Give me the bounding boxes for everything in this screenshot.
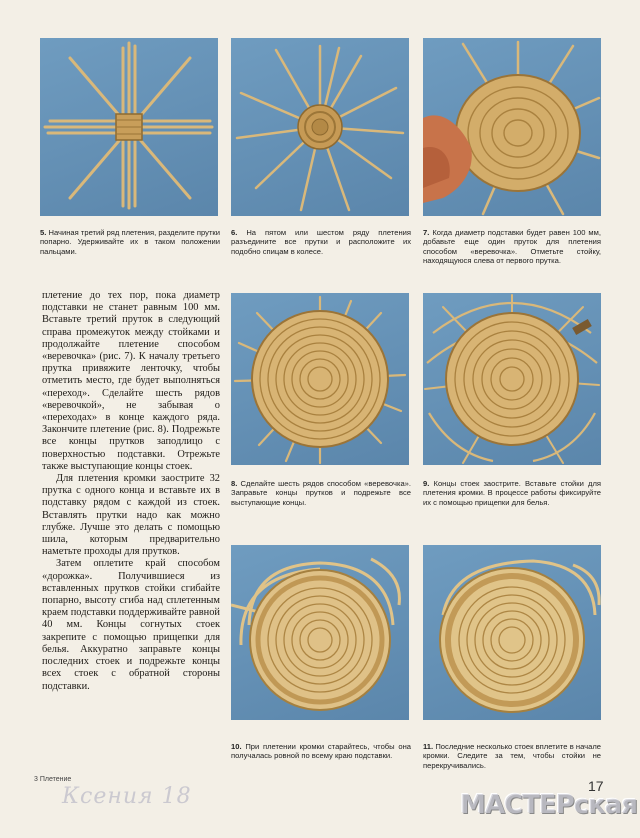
paragraph-1: плетение до тех пор, пока диаметр подставки не станет равным 100 мм. Вставьте третий пруток в следующий справа промежуток между стойками и продолжайте плетение способом «веревочка» (рис. 7). К началу третьего прутка привяжите ленточку, чтобы отметить место, где будет выполняться «переход». Сделайте шесть рядов «веревочкой», не забывая о «переходах» в конце каждого ряда. Закончите плетение (рис. 8). Подрежьте все концы прутков заподлицо с поверхностью подставки. Отрежьте также выступающие концы стоек. [42,290,220,472]
caption-9: 9. Концы стоек заострите. Вставьте стойки для плетения кромки. В процессе работы фиксируйте их с помощью прищепки для белья. [423,479,601,507]
watermark-right: МАСТЕРская [460,790,637,820]
caption-5: 5. Начиная третий ряд плетения, разделите прутки попарно. Удерживайте их в таком положении пальцами. [40,228,220,256]
photo-step-11 [423,545,601,720]
finished-basket-illustration [423,545,601,720]
photo-step-9 [423,293,601,465]
caption-7: 7. Когда диаметр подставки будет равен 100 мм, добавьте еще один пруток для плетения способом «веревочка». Отметьте стойку, находящуюся слева от первого прутка. [423,228,601,266]
border-weaving-illustration [231,545,409,720]
photo-step-10 [231,545,409,720]
photo-step-7 [423,38,601,216]
hands-weaving-illustration [423,38,601,216]
wheel-spokes-illustration [231,38,409,216]
caption-8: 8. Сделайте шесть рядов способом «веревочка». Заправьте концы прутков и подрежьте все выступающие концы. [231,479,411,507]
disk-with-stakes-illustration [423,293,601,465]
photo-step-6 [231,38,409,216]
page-number: 17 [588,778,604,794]
watermark-left: Ксения 18 [62,784,192,809]
woven-disk-illustration [231,293,409,465]
body-text-column [42,290,220,693]
paragraph-3: Затем оплетите край способом «дорожка». Получившиеся из вставленных прутков стойки сгибайте попарно, высоту сгиба над сплетенным краем подставки поддерживайте равной 40 мм. Концы согнутых стоек закрепите с помощью прищепки для белья. Аккуратно заправьте концы последних стоек и подрежьте концы всех стоек с обратной стороны подставки. [42,558,220,692]
photo-step-5 [40,38,218,216]
cross-start-illustration [40,38,218,216]
caption-11: 11. Последние несколько стоек вплетите в начале кромки. Следите за тем, чтобы стойки не перекручивались. [423,742,601,770]
paragraph-2: Для плетения кромки заострите 32 прутка с одного конца и вставьте их в подставку рядом с каждой из стоек. Вставлять прутки надо как можно глубже. Лучше это делать с помощью шила, которым предварительно наметьте проходы для прутков. [42,473,220,558]
section-footer: 3 Плетение [34,776,72,783]
caption-10: 10. При плетении кромки старайтесь, чтобы она получалась ровной по всему краю подставки. [231,742,411,761]
caption-6: 6. На пятом или шестом ряду плетения разъедините все прутки и расположите их подобно спицам в колесе. [231,228,411,256]
photo-step-8 [231,293,409,465]
